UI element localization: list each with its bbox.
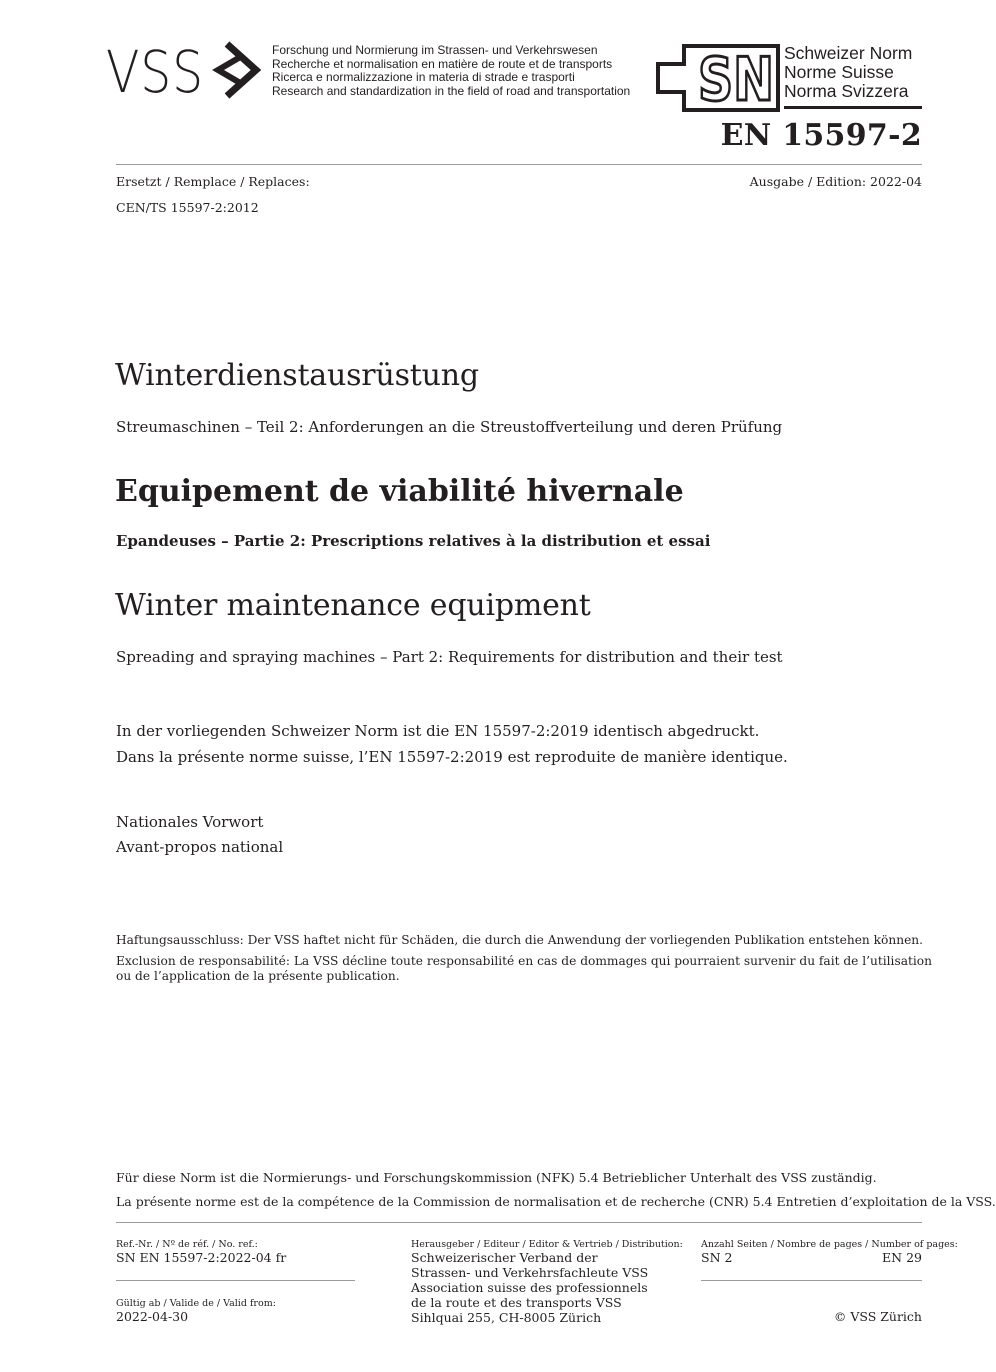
publisher-label: Herausgeber / Editeur / Editor & Vertrieb / Distribution: xyxy=(411,1239,683,1250)
publisher-line-3: Association suisse des professionnels xyxy=(411,1280,648,1295)
disclaimer-de: Haftungsausschluss: Der VSS haftet nicht für Schäden, die durch die Anwendung der vorliegenden Publikation entstehen können. xyxy=(116,933,924,947)
disclaimer-fr-line1: Exclusion de responsabilité: La VSS décline toute responsabilité en cas de dommages qui pourraient survenir du fait de l’utilisation xyxy=(116,954,932,968)
document-number: EN 15597-2 xyxy=(720,118,922,153)
valid-value: 2022-04-30 xyxy=(116,1309,189,1324)
ref-divider xyxy=(116,1280,355,1281)
competence-fr: La présente norme est de la compétence de la Commission de normalisation et de recherche (CNR) 5.4 Entretien d’exploitation de la VSS. xyxy=(116,1194,996,1209)
subtitle-en: Spreading and spraying machines – Part 2: Requirements for distribution and their test xyxy=(116,648,783,666)
replaces-label: Ersetzt / Remplace / Replaces: xyxy=(116,174,310,189)
subtitle-fr: Epandeuses – Partie 2: Prescriptions relatives à la distribution et essai xyxy=(116,532,711,550)
ref-value: SN EN 15597-2:2022-04 fr xyxy=(116,1250,287,1265)
edition-label: Ausgabe / Edition: 2022-04 xyxy=(749,174,922,189)
publisher-line-2: Strassen- und Verkehrsfachleute VSS xyxy=(411,1265,649,1280)
footer-divider xyxy=(116,1222,922,1223)
vss-tagline-it: Ricerca e normalizzazione in materia di strade e trasporti xyxy=(272,70,575,84)
ref-label: Ref.-Nr. / Nº de réf. / No. ref.: xyxy=(116,1239,258,1250)
identity-statement-de: In der vorliegenden Schweizer Norm ist die EN 15597-2:2019 identisch abgedruckt. xyxy=(116,722,760,740)
title-de: Winterdienstausrüstung xyxy=(115,358,479,393)
publisher-line-4: de la route et des transports VSS xyxy=(411,1295,622,1310)
pages-en: EN 29 xyxy=(882,1250,922,1265)
vss-tagline-en: Research and standardization in the field of road and transportation xyxy=(272,83,631,98)
header-divider xyxy=(116,164,922,165)
vss-logo xyxy=(106,38,266,106)
identity-statement-fr: Dans la présente norme suisse, l’EN 15597-2:2019 est reproduite de manière identique. xyxy=(116,748,788,766)
foreword-fr: Avant-propos national xyxy=(116,838,284,856)
title-en: Winter maintenance equipment xyxy=(115,588,591,623)
pages-label: Anzahl Seiten / Nombre de pages / Number of pages: xyxy=(701,1239,958,1250)
vss-tagline-fr: Recherche et normalisation en matière de route et de transports xyxy=(272,56,613,71)
pages-divider xyxy=(701,1280,922,1281)
sn-name-de: Schweizer Norm xyxy=(784,43,913,63)
subtitle-de: Streumaschinen – Teil 2: Anforderungen an die Streustoffverteilung und deren Prüfung xyxy=(116,418,783,436)
vss-logo-letters: VSS xyxy=(106,38,204,106)
publisher-line-5: Sihlquai 255, CH-8005 Zürich xyxy=(411,1310,602,1325)
sn-name-underline xyxy=(784,106,922,109)
competence-de: Für diese Norm ist die Normierungs- und Forschungskommission (NFK) 5.4 Betrieblicher Unterhalt des VSS zuständig. xyxy=(116,1170,877,1185)
foreword-de: Nationales Vorwort xyxy=(116,813,264,831)
sn-name-it: Norma Svizzera xyxy=(784,81,909,101)
sn-name-fr: Norme Suisse xyxy=(784,62,894,82)
disclaimer-fr-line2: ou de l’application de la présente publication. xyxy=(116,968,400,983)
sn-logo xyxy=(656,44,778,115)
replaces-value: CEN/TS 15597-2:2012 xyxy=(116,200,259,215)
valid-label: Gültig ab / Valide de / Valid from: xyxy=(116,1298,276,1309)
copyright: © VSS Zürich xyxy=(833,1309,922,1324)
publisher-line-1: Schweizerischer Verband der xyxy=(411,1250,598,1265)
vss-tagline-de: Forschung und Normierung im Strassen- und Verkehrswesen xyxy=(272,43,598,57)
sn-logo-letters: SN xyxy=(698,45,774,115)
title-fr: Equipement de viabilité hivernale xyxy=(115,474,684,509)
pages-sn: SN 2 xyxy=(701,1250,733,1265)
